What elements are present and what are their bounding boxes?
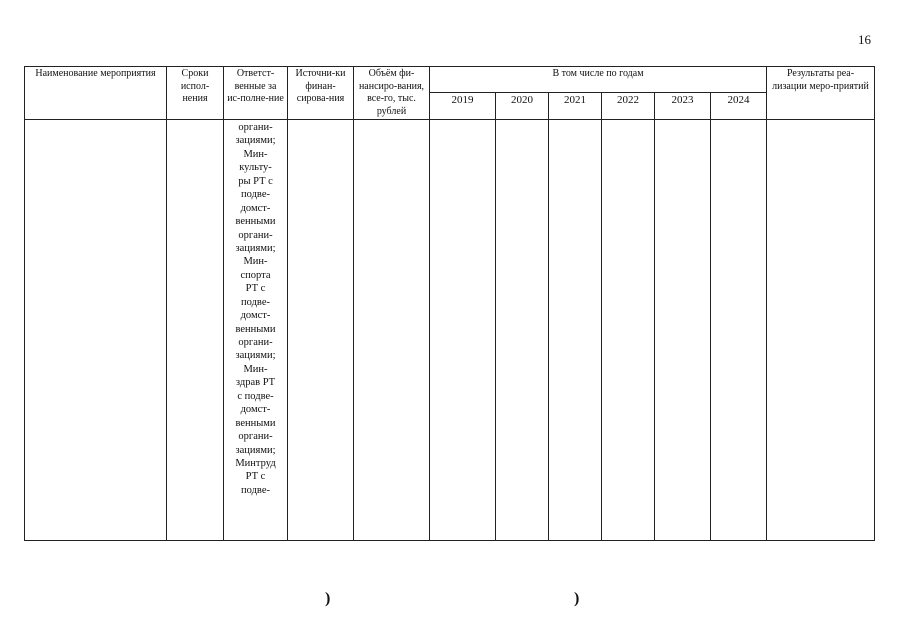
- responsible-line: венными: [235, 216, 276, 228]
- responsible-line: ры РТ с: [238, 175, 273, 187]
- responsible-line: Мин-: [243, 363, 268, 375]
- cell-2021: [549, 120, 602, 541]
- responsible-line: Мин-: [243, 148, 268, 160]
- header-responsible: Ответст-венные за ис-полне-ние: [224, 67, 288, 120]
- responsible-line: зациями;: [235, 242, 276, 254]
- year-2019: 2019: [430, 93, 496, 120]
- responsible-line: РТ с: [245, 471, 266, 483]
- year-2020: 2020: [496, 93, 549, 120]
- cell-volume: [354, 120, 430, 541]
- responsible-line: венными: [235, 323, 276, 335]
- year-2021: 2021: [549, 93, 602, 120]
- year-2022: 2022: [602, 93, 655, 120]
- responsible-line: домст-: [240, 202, 271, 214]
- cell-2019: [430, 120, 496, 541]
- margin-mark-left: ): [325, 590, 331, 607]
- responsible-line: спорта: [240, 269, 271, 281]
- cell-results: [767, 120, 875, 541]
- table-row: [25, 120, 875, 541]
- responsible-line: домст-: [240, 310, 271, 322]
- cell-2020: [496, 120, 549, 541]
- responsible-line: органи-: [238, 229, 273, 241]
- cell-responsible: [224, 120, 288, 541]
- responsible-line: с подве-: [237, 390, 274, 402]
- responsible-line: подве-: [241, 484, 270, 496]
- year-2023: 2023: [655, 93, 711, 120]
- responsible-line: органи-: [238, 337, 273, 348]
- responsible-line: венными: [235, 417, 276, 429]
- header-row: [25, 67, 875, 93]
- cell-2022: [602, 120, 655, 541]
- cell-2023: [655, 120, 711, 541]
- header-funding-source: Источни-ки финан-сирова-ния: [288, 67, 354, 120]
- cell-name: [25, 120, 167, 541]
- measures-table: [24, 66, 875, 541]
- cell-deadline: [167, 120, 224, 541]
- responsible-line: зациями;: [235, 135, 276, 147]
- responsible-line: органи-: [238, 122, 273, 133]
- header-volume: Объём фи-нансиро-вания, все-го, тыс. рублей: [354, 67, 430, 120]
- responsible-line: органи-: [238, 431, 273, 443]
- header-results: Результаты реа-лизации меро-приятий: [767, 67, 875, 120]
- header-deadline: Сроки испол-нения: [167, 67, 224, 120]
- margin-mark-right: ): [574, 590, 580, 607]
- responsible-line: Минтруд: [235, 457, 276, 469]
- header-name: Наименование мероприятия: [25, 67, 167, 120]
- responsible-line: зациями;: [235, 350, 276, 362]
- responsible-line: РТ с: [245, 283, 266, 295]
- year-2024: 2024: [711, 93, 767, 120]
- responsible-line: подве-: [241, 189, 270, 201]
- responsible-line: здрав РТ: [235, 377, 276, 389]
- responsible-line: Мин-: [243, 256, 268, 268]
- responsible-line: подве-: [241, 296, 270, 308]
- cell-funding-source: [288, 120, 354, 541]
- header-by-years: В том числе по годам: [430, 67, 767, 93]
- responsible-line: домст-: [240, 404, 271, 416]
- cell-2024: [711, 120, 767, 541]
- page-number: 16: [858, 32, 871, 47]
- responsible-line: зациями;: [235, 444, 276, 456]
- responsible-line: культу-: [239, 162, 272, 174]
